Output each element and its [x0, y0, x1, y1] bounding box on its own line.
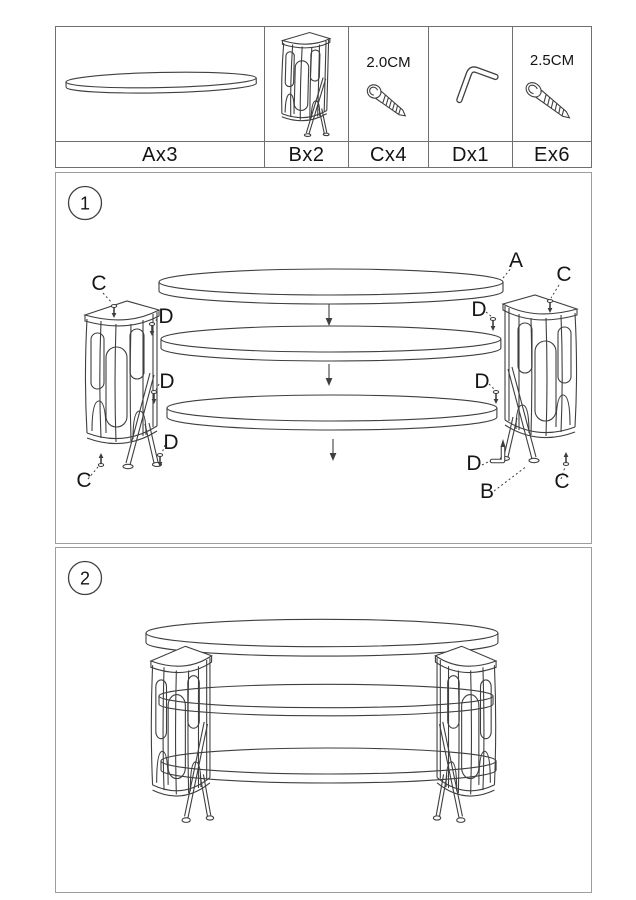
part-e-size: 2.5CM: [529, 51, 575, 69]
step-2-number: 2: [79, 568, 91, 589]
assembled-table: [146, 619, 498, 822]
part-e-image: [513, 27, 591, 141]
oval-shelf-icon: [61, 65, 259, 103]
right-side-frame: [501, 295, 578, 463]
callout-letter-c-top-left: C: [91, 272, 107, 295]
down-arrow: [326, 304, 333, 326]
screw-marker: [563, 452, 568, 466]
part-d-image: [429, 27, 512, 141]
assembled-right-frame: [433, 646, 496, 822]
step-1-badge: [69, 187, 102, 220]
part-b-image: [265, 27, 348, 141]
parts-table: [55, 26, 592, 168]
callout-letter-d-right-mid: D: [474, 370, 490, 393]
callout-letter-d-right-top: D: [471, 298, 487, 321]
step-1-panel: [55, 172, 592, 544]
part-a-label: Ax3: [56, 141, 264, 168]
callout-letter-d-right-bottom: D: [466, 452, 482, 475]
screw-marker: [98, 453, 103, 467]
callout-letter-d-left-mid: D: [159, 370, 175, 393]
part-a-image: [56, 27, 264, 141]
shelf-middle: [161, 326, 501, 361]
callout-letter-d-left-bottom: D: [163, 431, 179, 454]
part-cell-c: [348, 27, 428, 168]
step-2-diagram: [56, 548, 591, 892]
step-2-panel: [55, 547, 592, 893]
allen-key-icon: [441, 52, 501, 116]
step-1-number: 1: [79, 193, 91, 214]
screw-marker: [493, 391, 498, 405]
assembled-left-frame: [151, 646, 214, 822]
part-e-label: Ex6: [513, 141, 591, 168]
callout-letter-d-left-top: D: [158, 305, 174, 328]
callout-letter-c-bottom-left: C: [76, 469, 92, 492]
part-b-label: Bx2: [265, 141, 348, 168]
step-2-badge: [69, 562, 102, 595]
callout-letter-a: A: [508, 249, 524, 272]
part-cell-d: [428, 27, 512, 168]
down-arrow: [330, 439, 337, 461]
callout-letter-c-bottom-right: C: [554, 470, 570, 493]
part-cell-b: [264, 27, 348, 168]
side-frame-icon: [274, 27, 340, 141]
screw-marker: [490, 318, 495, 332]
left-side-frame: [85, 301, 162, 469]
part-cell-e: [512, 27, 591, 168]
shelf-top: [159, 269, 503, 304]
part-c-label: Cx4: [349, 141, 428, 168]
down-arrow: [326, 364, 333, 386]
part-cell-a: [56, 27, 264, 168]
long-screw-icon: [519, 71, 585, 127]
shelf-bottom: [167, 395, 497, 430]
screw-marker: [149, 323, 154, 337]
assembled-middle-shelf: [159, 684, 493, 716]
screw-marker: [151, 391, 156, 405]
short-screw-icon: [358, 73, 420, 125]
callout-letter-c-top-right: C: [556, 263, 572, 286]
step-1-diagram: [56, 173, 591, 543]
part-c-image: [349, 27, 428, 141]
part-c-size: 2.0CM: [366, 53, 411, 71]
part-d-label: Dx1: [429, 141, 512, 168]
callout-letter-b: B: [479, 480, 495, 503]
allen-key-marker: [492, 439, 506, 461]
